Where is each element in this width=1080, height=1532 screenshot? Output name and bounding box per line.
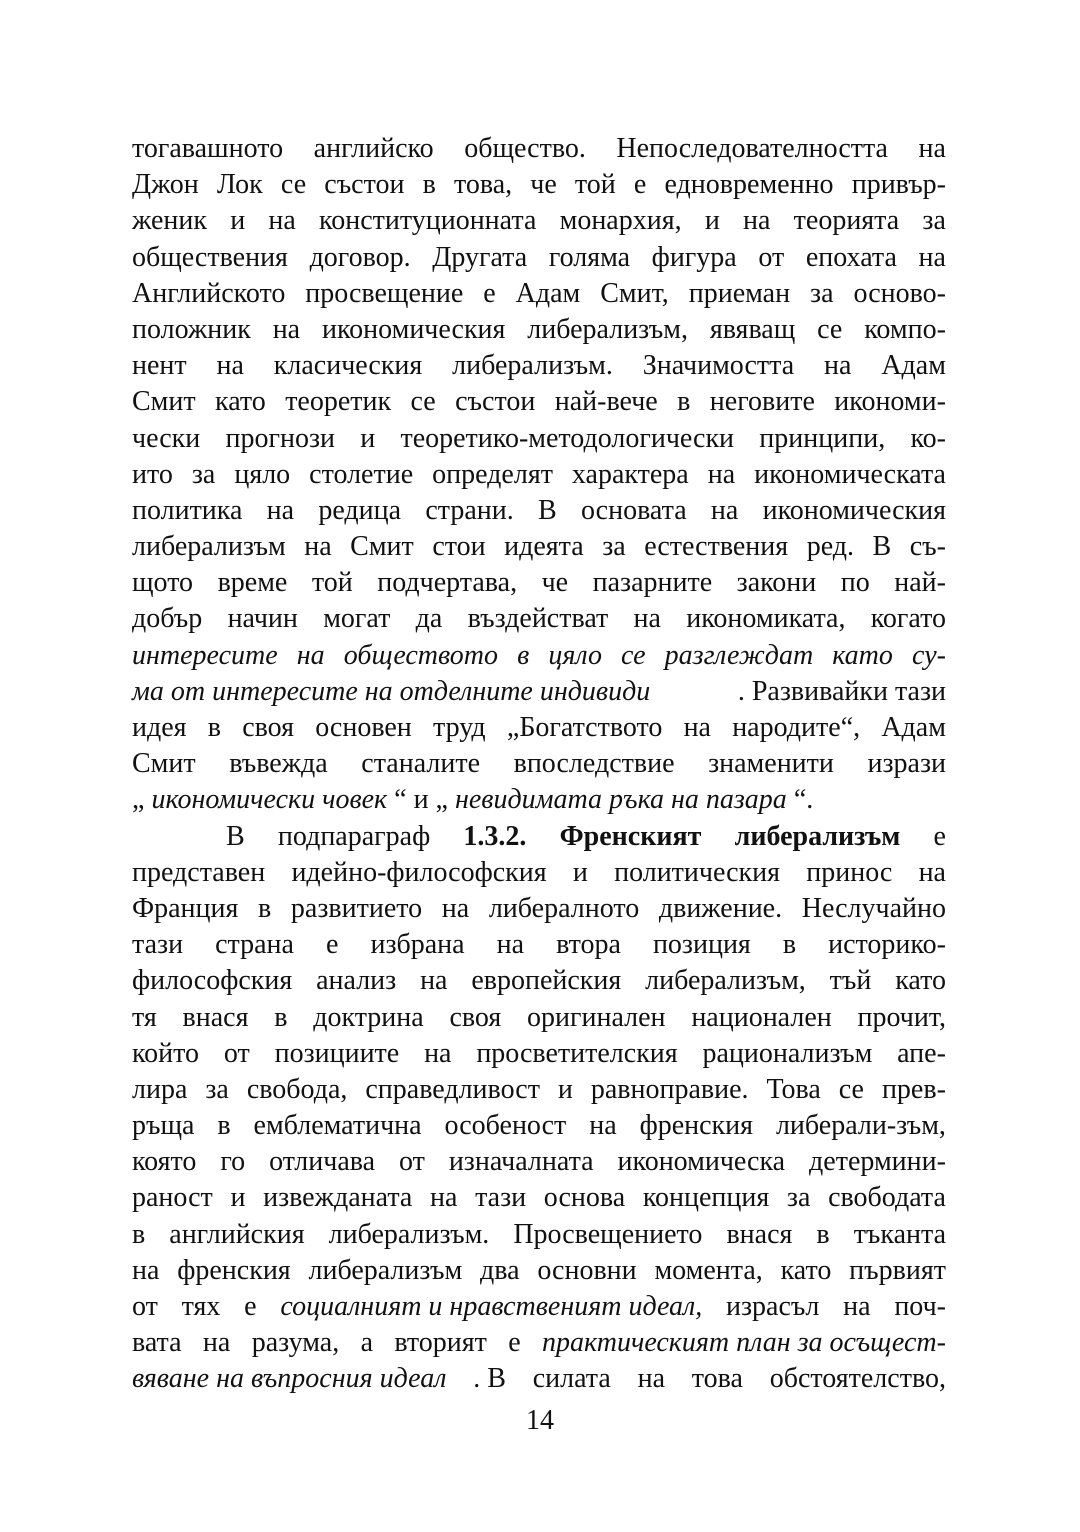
word: вяване на въпросния идеал [132, 1363, 447, 1395]
word: основен [315, 712, 412, 743]
word: силата [532, 1363, 611, 1395]
word: в [422, 169, 436, 201]
word: голяма [548, 241, 631, 273]
word: икономически човек [151, 784, 388, 816]
word: основа [543, 1182, 626, 1214]
text-line [132, 1036, 946, 1072]
word: състои [324, 169, 405, 201]
word: изрази [867, 748, 946, 780]
word: на [424, 1037, 452, 1069]
word: тъй [829, 965, 872, 997]
word: компо- [864, 313, 946, 345]
word: доктрина [313, 1001, 424, 1033]
word: за [922, 205, 946, 237]
text-line [132, 710, 946, 746]
word: че [530, 169, 557, 201]
text-line [132, 855, 946, 891]
word: прев- [881, 1073, 946, 1105]
word: на [918, 133, 946, 164]
word: вата [132, 1327, 182, 1359]
word: просветителския [476, 1037, 678, 1069]
word: френския [639, 1110, 754, 1142]
word: вторият [394, 1327, 487, 1359]
text-line [132, 1253, 946, 1289]
word: в [207, 712, 221, 743]
word: су- [912, 639, 946, 671]
word: неговите [709, 386, 815, 418]
word: Неслучайно [801, 892, 946, 924]
text-line [132, 203, 946, 239]
word: подчертава, [377, 567, 518, 599]
word: добър [132, 603, 203, 635]
word: концепция [642, 1182, 770, 1214]
word: характера [571, 458, 689, 490]
word: а [360, 1327, 373, 1359]
word: икономи- [834, 386, 946, 418]
word: теоретик [285, 386, 392, 418]
word: разглеждат [664, 639, 814, 671]
word: от [398, 1146, 425, 1178]
word: Джон [132, 169, 199, 201]
word: от [132, 1291, 158, 1322]
word: състои [455, 386, 536, 418]
word: на [637, 1363, 665, 1395]
word: представен [132, 856, 266, 888]
word: от [758, 241, 785, 273]
word: на [683, 712, 711, 743]
word: ръща [132, 1110, 195, 1142]
word: либерализъм, [645, 965, 806, 997]
word: практическият план за осъщест- [542, 1327, 946, 1359]
word: извежданата [263, 1182, 413, 1214]
text-line [132, 891, 946, 927]
text-line [132, 1072, 946, 1108]
word: Просвещението [513, 1218, 703, 1250]
text-line [132, 1180, 946, 1216]
word: на [441, 892, 470, 924]
text-line [132, 1108, 946, 1144]
word: Френският [559, 820, 702, 852]
word: че [541, 567, 569, 599]
word: “ и „ [394, 784, 448, 816]
word: френския [177, 1254, 291, 1286]
word: съ- [909, 531, 946, 563]
word: обстоятелство, [769, 1363, 946, 1395]
word: в [782, 929, 797, 961]
word: на [589, 1110, 617, 1142]
word: свободата [828, 1182, 946, 1214]
word: принципи, [759, 422, 886, 454]
word: на [743, 205, 771, 237]
word: внася [726, 1218, 793, 1250]
word: лира [132, 1073, 188, 1105]
word: закони [736, 567, 817, 599]
word: интересите [132, 639, 278, 671]
word: поч- [894, 1291, 946, 1322]
word: отличава [269, 1146, 376, 1178]
word: оригинален [527, 1001, 666, 1033]
word: прочит, [857, 1001, 946, 1033]
word: Смит [132, 748, 196, 780]
word: в [677, 386, 691, 418]
word: явяващ [709, 313, 796, 345]
word: за [786, 1182, 811, 1214]
word: . Развивайки тази [737, 675, 946, 707]
word: Смит, [600, 277, 669, 309]
body-text [132, 131, 946, 1398]
word: който [132, 1037, 200, 1069]
word: епохата [805, 241, 897, 273]
word: класическия [273, 350, 423, 382]
word: на [429, 1182, 458, 1214]
word: е [508, 1327, 521, 1359]
word: движение. [658, 892, 783, 924]
word: изначалната [448, 1146, 594, 1178]
word: Това [766, 1073, 821, 1105]
word: на [216, 350, 244, 382]
word: на [420, 965, 448, 997]
word: се [280, 169, 307, 201]
word: фигура [651, 241, 737, 273]
word: столетие [309, 458, 414, 490]
text-line [132, 529, 946, 565]
text-line [132, 421, 946, 457]
word: теорията [793, 205, 900, 237]
word: теоретико-методологически [400, 422, 735, 454]
word: в [258, 892, 272, 924]
word: принос [806, 856, 893, 888]
text-line [132, 963, 946, 999]
text-line [132, 1325, 946, 1361]
word: либерализъм, [527, 313, 688, 345]
word: труд [432, 712, 486, 743]
word: като [832, 639, 893, 671]
word: впоследствие [513, 748, 675, 780]
word: го [220, 1146, 246, 1178]
word: и [572, 856, 588, 888]
word: детермини- [809, 1146, 946, 1178]
word: основата [580, 494, 687, 526]
word: английско [313, 133, 434, 164]
word: и [557, 1073, 573, 1105]
text-line [132, 1000, 946, 1036]
word: Смит [132, 386, 196, 418]
word: подпараграф [277, 820, 431, 852]
word: либералното [488, 892, 640, 924]
word: определят [432, 458, 553, 490]
word: е [933, 820, 946, 852]
word: на [824, 350, 852, 382]
word: невидимата ръка на пазара [454, 784, 787, 816]
word: в [517, 639, 530, 671]
word: чески [132, 422, 201, 454]
word: когато [870, 603, 946, 635]
word: либерализъм [734, 820, 901, 852]
word: станалите [361, 748, 481, 780]
word: по [840, 567, 870, 599]
word: договор. [309, 241, 411, 273]
word: политическия [614, 856, 781, 888]
word: като [895, 965, 946, 997]
word: се [410, 386, 436, 418]
word: редица [318, 494, 402, 526]
word: развитието [290, 892, 423, 924]
word: в [274, 1001, 288, 1033]
word: най-вече [554, 386, 658, 418]
word: от [223, 1037, 250, 1069]
text-line [132, 1361, 946, 1397]
word: това, [453, 169, 513, 201]
word: тази [475, 1182, 527, 1214]
word: най- [894, 567, 946, 599]
word: обществото [343, 639, 499, 671]
word: на [268, 205, 296, 237]
word: и [230, 1182, 246, 1214]
word: нент [132, 350, 187, 382]
word: на [707, 458, 736, 490]
word: той [574, 169, 616, 201]
word: раност [132, 1182, 213, 1214]
word: ма от интересите на отделните индивиди [132, 675, 651, 707]
word: Адам [881, 712, 946, 743]
word: да [415, 603, 443, 635]
text-line [132, 493, 946, 529]
text-line [132, 240, 946, 276]
word: и [360, 422, 376, 454]
word: тъканта [853, 1218, 946, 1250]
word: национален [691, 1001, 832, 1033]
word: свобода, [246, 1073, 348, 1105]
word: това [691, 1363, 743, 1395]
text-line [132, 167, 946, 203]
word: втора [556, 929, 621, 961]
word: Адам [515, 277, 581, 309]
word: своя [242, 712, 294, 743]
text-line [132, 601, 946, 637]
word: 1.3.2. [463, 820, 527, 852]
word: тази [132, 929, 184, 961]
text-line [132, 457, 946, 493]
word: ко- [910, 422, 946, 454]
word: естествения [644, 531, 789, 563]
text-line [132, 746, 946, 782]
word: първият [849, 1254, 946, 1286]
word: стои [432, 531, 486, 563]
word: либерализъм. [452, 350, 613, 382]
word: могат [323, 603, 391, 635]
page-number: 14 [526, 1405, 554, 1436]
word: В [226, 820, 245, 852]
word: В [538, 494, 557, 526]
text-line [132, 312, 946, 348]
word: либерализъм [132, 531, 286, 563]
word: ито [132, 458, 173, 490]
word: анализ [316, 965, 397, 997]
word: два [479, 1254, 520, 1286]
word: английския [169, 1218, 305, 1250]
word: осново- [853, 277, 946, 309]
text-line [132, 674, 946, 710]
word: избрана [370, 929, 465, 961]
word: женик [132, 205, 207, 237]
word: обществения [132, 241, 288, 273]
word: на [272, 313, 301, 345]
word: равноправие. [590, 1073, 749, 1105]
word: емблематична [253, 1110, 422, 1142]
word: в [816, 1218, 830, 1250]
word: на [132, 1254, 160, 1286]
word: се [838, 1073, 864, 1105]
word: е [483, 277, 496, 309]
word: на [918, 241, 946, 273]
word: „Богатството [506, 712, 663, 743]
word: положник [132, 313, 251, 345]
word: в [132, 1218, 146, 1250]
word: време [217, 567, 288, 599]
word: привър- [851, 169, 946, 201]
word: се [621, 639, 646, 671]
word: като [780, 1254, 832, 1286]
word: Непоследователността [616, 133, 888, 164]
word: е [244, 1291, 257, 1322]
word: тя [132, 1001, 157, 1033]
word: той [311, 567, 353, 599]
word: се [817, 313, 843, 345]
word: знаменити [708, 748, 834, 780]
word: тогавашното [132, 133, 284, 164]
word: на [266, 494, 295, 526]
text-line [132, 927, 946, 963]
word: Значимостта [642, 350, 795, 382]
word: Адам [881, 350, 946, 382]
word: либерализъм [308, 1254, 463, 1286]
word: щото [132, 567, 194, 599]
word: историко- [828, 929, 946, 961]
word: основни [537, 1254, 637, 1286]
word: момента, [654, 1254, 763, 1286]
word: икономическия [762, 494, 946, 526]
word: общество. [464, 133, 586, 164]
word: Английското [132, 277, 286, 309]
word: позициите [274, 1037, 400, 1069]
word: идейно-философския [291, 856, 547, 888]
word: либерали-зъм, [775, 1110, 946, 1142]
word: Франция [132, 892, 239, 924]
word: монархия, [559, 205, 682, 237]
word: на [633, 603, 661, 635]
text-line [132, 782, 946, 818]
word: В [872, 531, 892, 563]
word: за [205, 1073, 229, 1105]
word: позиция [652, 929, 751, 961]
word: икономическия [321, 313, 506, 345]
word: за [602, 531, 626, 563]
word: на [304, 531, 332, 563]
word: “. [793, 784, 814, 816]
word: разума, [251, 1327, 340, 1359]
text-line [132, 384, 946, 420]
text-line [132, 1144, 946, 1180]
word: идеята [504, 531, 584, 563]
word: едновременно [664, 169, 834, 201]
word: справедливост [365, 1073, 540, 1105]
word: на [202, 1327, 231, 1359]
word: в [217, 1110, 231, 1142]
word: философския [132, 965, 293, 997]
word: апе- [897, 1037, 946, 1069]
word: идея [132, 712, 187, 743]
word: на [843, 1291, 871, 1322]
word: начин [227, 603, 298, 635]
text-line [132, 276, 946, 312]
text-line [132, 565, 946, 601]
word: рационализъм [702, 1037, 873, 1069]
word: европейския [471, 965, 622, 997]
text-line [132, 131, 946, 167]
word: приеман [688, 277, 791, 309]
word: икономиката, [686, 603, 846, 635]
text-line [132, 638, 946, 674]
word: която [132, 1146, 197, 1178]
text-line [132, 1289, 946, 1325]
word: пазарните [592, 567, 713, 599]
word: „ [132, 784, 145, 816]
word: израсъл [726, 1291, 820, 1322]
word: и [704, 205, 720, 237]
word: внася [182, 1001, 249, 1033]
word: социалният и нравственият идеал, [280, 1291, 703, 1322]
word: цяло [234, 458, 291, 490]
word: либерализъм. [328, 1218, 490, 1250]
word: народите“, [732, 712, 861, 743]
word: въздействат [467, 603, 609, 635]
word: Другата [432, 241, 528, 273]
text-line [132, 1217, 946, 1253]
word: своя [449, 1001, 502, 1033]
word: за [191, 458, 216, 490]
word: на [710, 494, 739, 526]
word: страни. [425, 494, 514, 526]
word: е [633, 169, 647, 201]
word: . В [473, 1363, 506, 1395]
word: въвежда [229, 748, 328, 780]
text-line [132, 348, 946, 384]
word: просвещение [305, 277, 464, 309]
word: особеност [444, 1110, 567, 1142]
word: на [296, 639, 325, 671]
word: е [325, 929, 339, 961]
word: на [496, 929, 525, 961]
word: прогнози [225, 422, 335, 454]
word: политика [132, 494, 243, 526]
word: Лок [216, 169, 263, 201]
word: конституционната [319, 205, 537, 237]
word: икономическа [617, 1146, 786, 1178]
word: икономическата [754, 458, 946, 490]
word: цяло [548, 639, 602, 671]
word: тях [181, 1291, 221, 1322]
word: и [230, 205, 246, 237]
word: ред. [806, 531, 854, 563]
text-line [132, 819, 946, 855]
word: като [215, 386, 266, 418]
word: страна [215, 929, 294, 961]
word: Смит [350, 531, 414, 563]
word: за [810, 277, 834, 309]
word: на [918, 856, 946, 888]
